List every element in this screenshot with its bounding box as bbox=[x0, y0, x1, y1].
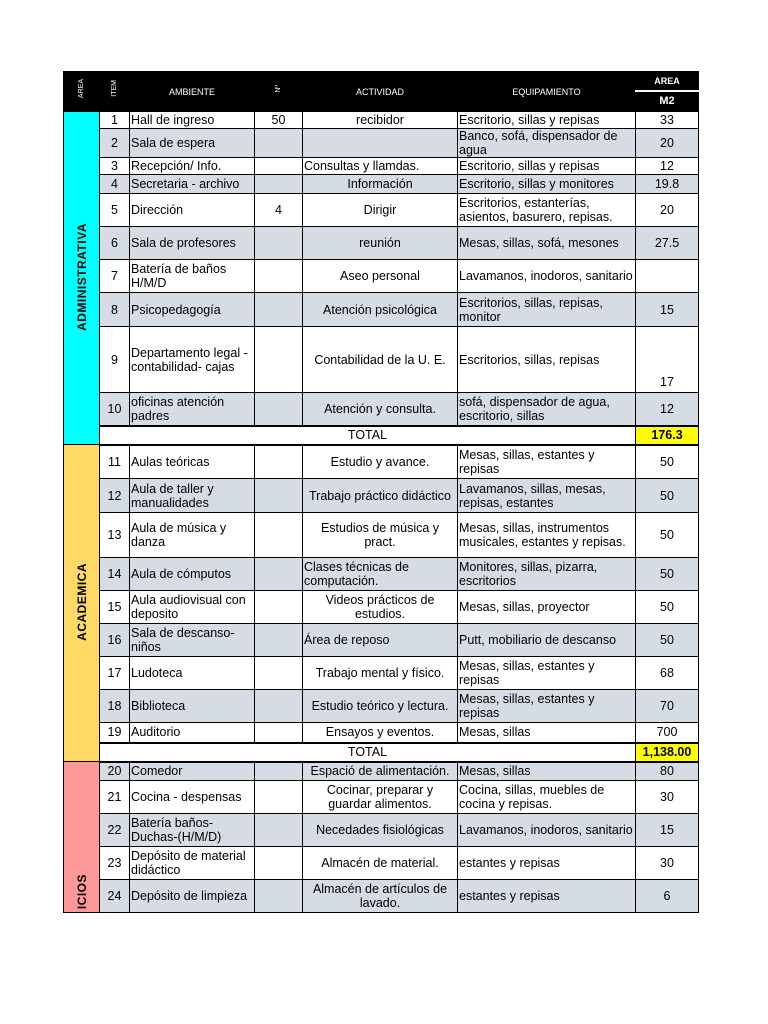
total-value: 1,138.00 bbox=[636, 743, 699, 762]
numero-cell bbox=[255, 293, 303, 327]
ambiente-cell: Aula de taller y manualidades bbox=[130, 479, 255, 513]
ambiente-cell: Sala de descanso-niños bbox=[130, 624, 255, 657]
area-label-text: ACADEMICA bbox=[74, 562, 89, 641]
item-number: 4 bbox=[100, 175, 130, 194]
equipamiento-cell: Escritorios, sillas, repisas, monitor bbox=[458, 293, 636, 327]
ambiente-cell: Aula audiovisual con deposito bbox=[130, 591, 255, 624]
equipamiento-cell: sofá, dispensador de agua, escritorio, sillas bbox=[458, 393, 636, 426]
item-number: 7 bbox=[100, 260, 130, 293]
table-row bbox=[64, 393, 699, 426]
equipamiento-cell: Cocina, sillas, muebles de cocina y repisas. bbox=[458, 781, 636, 814]
equipamiento-cell: Mesas, sillas, estantes y repisas bbox=[458, 657, 636, 690]
equipamiento-cell: Mesas, sillas bbox=[458, 762, 636, 781]
area-m2-cell: 50 bbox=[636, 624, 699, 657]
header-row bbox=[64, 72, 699, 91]
item-number: 3 bbox=[100, 158, 130, 175]
table-row bbox=[64, 175, 699, 194]
item-number: 5 bbox=[100, 194, 130, 227]
area-m2-cell: 15 bbox=[636, 293, 699, 327]
actividad-cell: Área de reposo bbox=[303, 624, 458, 657]
ambiente-cell: Hall de ingreso bbox=[130, 112, 255, 129]
ambiente-cell: Dirección bbox=[130, 194, 255, 227]
numero-cell bbox=[255, 624, 303, 657]
equipamiento-cell: Lavamanos, inodoros, sanitario bbox=[458, 814, 636, 847]
header-equipamiento: EQUIPAMIENTO bbox=[458, 72, 636, 112]
table-row bbox=[64, 723, 699, 743]
ambiente-cell: Departamento legal - contabilidad- cajas bbox=[130, 327, 255, 393]
area-m2-cell: 50 bbox=[636, 513, 699, 558]
table-row bbox=[64, 513, 699, 558]
item-number: 17 bbox=[100, 657, 130, 690]
actividad-cell: Información bbox=[303, 175, 458, 194]
ambiente-cell: Psicopedagogía bbox=[130, 293, 255, 327]
equipamiento-cell: Lavamanos, sillas, mesas, repisas, estantes bbox=[458, 479, 636, 513]
actividad-cell: Trabajo mental y físico. bbox=[303, 657, 458, 690]
numero-cell bbox=[255, 723, 303, 743]
item-number: 13 bbox=[100, 513, 130, 558]
item-number: 24 bbox=[100, 880, 130, 913]
header-item: ITEM bbox=[100, 72, 130, 112]
item-number: 19 bbox=[100, 723, 130, 743]
actividad-cell: Clases técnicas de computación. bbox=[303, 558, 458, 591]
header-actividad: ACTIVIDAD bbox=[303, 72, 458, 112]
programa-table bbox=[63, 71, 699, 913]
numero-cell bbox=[255, 814, 303, 847]
ambiente-cell: Recepción/ Info. bbox=[130, 158, 255, 175]
table-row bbox=[64, 762, 699, 781]
actividad-cell: Aseo personal bbox=[303, 260, 458, 293]
area-m2-cell: 50 bbox=[636, 558, 699, 591]
area-m2-cell: 80 bbox=[636, 762, 699, 781]
ambiente-cell: Sala de profesores bbox=[130, 227, 255, 260]
actividad-cell: Ensayos y eventos. bbox=[303, 723, 458, 743]
table-row bbox=[64, 847, 699, 880]
equipamiento-cell: estantes y repisas bbox=[458, 880, 636, 913]
actividad-cell: Almacén de artículos de lavado. bbox=[303, 880, 458, 913]
area-m2-cell: 19.8 bbox=[636, 175, 699, 194]
actividad-cell: Contabilidad de la U. E. bbox=[303, 327, 458, 393]
actividad-cell: Estudio teórico y lectura. bbox=[303, 690, 458, 723]
item-number: 8 bbox=[100, 293, 130, 327]
item-number: 20 bbox=[100, 762, 130, 781]
item-number: 1 bbox=[100, 112, 130, 129]
ambiente-cell: Auditorio bbox=[130, 723, 255, 743]
item-number: 10 bbox=[100, 393, 130, 426]
ambiente-cell: oficinas atención padres bbox=[130, 393, 255, 426]
actividad-cell: Estudios de música y pract. bbox=[303, 513, 458, 558]
numero-cell bbox=[255, 158, 303, 175]
actividad-cell: recibidor bbox=[303, 112, 458, 129]
ambiente-cell: Biblioteca bbox=[130, 690, 255, 723]
total-label: TOTAL bbox=[100, 743, 636, 762]
area-m2-cell: 700 bbox=[636, 723, 699, 743]
actividad-cell: Videos prácticos de estudios. bbox=[303, 591, 458, 624]
area-m2-cell: 33 bbox=[636, 112, 699, 129]
table-row bbox=[64, 293, 699, 327]
area-m2-cell: 15 bbox=[636, 814, 699, 847]
equipamiento-cell: Monitores, sillas, pizarra, escritorios bbox=[458, 558, 636, 591]
table-row bbox=[64, 227, 699, 260]
numero-cell bbox=[255, 479, 303, 513]
table-row bbox=[64, 814, 699, 847]
ambiente-cell: Comedor bbox=[130, 762, 255, 781]
equipamiento-cell: Mesas, sillas bbox=[458, 723, 636, 743]
area-label-academica bbox=[64, 445, 100, 762]
area-label-icios bbox=[64, 762, 100, 913]
total-label: TOTAL bbox=[100, 426, 636, 445]
numero-cell bbox=[255, 227, 303, 260]
ambiente-cell: Depósito de material didáctico bbox=[130, 847, 255, 880]
ambiente-cell: Sala de espera bbox=[130, 129, 255, 158]
ambiente-cell: Ludoteca bbox=[130, 657, 255, 690]
actividad-cell: Dirigir bbox=[303, 194, 458, 227]
area-label-administrativa bbox=[64, 112, 100, 445]
equipamiento-cell: Escritorio, sillas y monitores bbox=[458, 175, 636, 194]
area-label-text: ADMINISTRATIVA bbox=[74, 222, 89, 331]
item-number: 15 bbox=[100, 591, 130, 624]
item-number: 2 bbox=[100, 129, 130, 158]
item-number: 11 bbox=[100, 445, 130, 479]
actividad-cell: Atención y consulta. bbox=[303, 393, 458, 426]
numero-cell bbox=[255, 880, 303, 913]
header-area-m2-top: AREA bbox=[636, 72, 699, 91]
table-row bbox=[64, 479, 699, 513]
total-row bbox=[64, 743, 699, 762]
item-number: 9 bbox=[100, 327, 130, 393]
numero-cell bbox=[255, 129, 303, 158]
area-m2-cell: 50 bbox=[636, 479, 699, 513]
header-area: AREA bbox=[64, 72, 100, 112]
table-row bbox=[64, 158, 699, 175]
ambiente-cell: Aula de cómputos bbox=[130, 558, 255, 591]
actividad-cell: Atención psicológica bbox=[303, 293, 458, 327]
area-m2-cell bbox=[636, 260, 699, 293]
area-m2-cell: 17 bbox=[636, 327, 699, 393]
numero-cell: 50 bbox=[255, 112, 303, 129]
numero-cell: 4 bbox=[255, 194, 303, 227]
header-ambiente: AMBIENTE bbox=[130, 72, 255, 112]
numero-cell bbox=[255, 762, 303, 781]
area-m2-cell: 30 bbox=[636, 847, 699, 880]
numero-cell bbox=[255, 445, 303, 479]
area-m2-cell: 6 bbox=[636, 880, 699, 913]
area-m2-cell: 68 bbox=[636, 657, 699, 690]
numero-cell bbox=[255, 690, 303, 723]
actividad-cell: Almacén de material. bbox=[303, 847, 458, 880]
total-row bbox=[64, 426, 699, 445]
ambiente-cell: Batería de baños H/M/D bbox=[130, 260, 255, 293]
area-m2-cell: 70 bbox=[636, 690, 699, 723]
ambiente-cell: Aula de música y danza bbox=[130, 513, 255, 558]
actividad-cell: Estudio y avance. bbox=[303, 445, 458, 479]
equipamiento-cell: Mesas, sillas, estantes y repisas bbox=[458, 690, 636, 723]
actividad-cell: reunión bbox=[303, 227, 458, 260]
area-label-text: ICIOS bbox=[74, 873, 89, 909]
ambiente-cell: Secretaria - archivo bbox=[130, 175, 255, 194]
area-m2-cell: 12 bbox=[636, 158, 699, 175]
header-area-m2-bottom: M2 bbox=[636, 91, 699, 112]
equipamiento-cell: Putt, mobiliario de descanso bbox=[458, 624, 636, 657]
equipamiento-cell: Mesas, sillas, proyector bbox=[458, 591, 636, 624]
equipamiento-cell: Escritorio, sillas y repisas bbox=[458, 158, 636, 175]
equipamiento-cell: Mesas, sillas, estantes y repisas bbox=[458, 445, 636, 479]
item-number: 18 bbox=[100, 690, 130, 723]
item-number: 6 bbox=[100, 227, 130, 260]
ambiente-cell: Batería baños-Duchas-(H/M/D) bbox=[130, 814, 255, 847]
numero-cell bbox=[255, 781, 303, 814]
table-row bbox=[64, 624, 699, 657]
area-m2-cell: 12 bbox=[636, 393, 699, 426]
actividad-cell: Espació de alimentación. bbox=[303, 762, 458, 781]
table-row bbox=[64, 445, 699, 479]
total-value: 176.3 bbox=[636, 426, 699, 445]
table-row bbox=[64, 112, 699, 129]
numero-cell bbox=[255, 847, 303, 880]
table-row bbox=[64, 880, 699, 913]
header-numero: Nº bbox=[255, 72, 303, 112]
equipamiento-cell: estantes y repisas bbox=[458, 847, 636, 880]
numero-cell bbox=[255, 591, 303, 624]
actividad-cell: Cocinar, preparar y guardar alimentos. bbox=[303, 781, 458, 814]
table-row bbox=[64, 260, 699, 293]
ambiente-cell: Cocina - despensas bbox=[130, 781, 255, 814]
numero-cell bbox=[255, 558, 303, 591]
item-number: 14 bbox=[100, 558, 130, 591]
area-m2-cell: 27.5 bbox=[636, 227, 699, 260]
table-row bbox=[64, 690, 699, 723]
equipamiento-cell: Escritorio, sillas y repisas bbox=[458, 112, 636, 129]
item-number: 22 bbox=[100, 814, 130, 847]
item-number: 16 bbox=[100, 624, 130, 657]
table-row bbox=[64, 327, 699, 393]
numero-cell bbox=[255, 657, 303, 690]
equipamiento-cell: Escritorios, estanterías, asientos, basurero, repisas. bbox=[458, 194, 636, 227]
area-m2-cell: 20 bbox=[636, 129, 699, 158]
table-row bbox=[64, 591, 699, 624]
ambiente-cell: Depósito de limpieza bbox=[130, 880, 255, 913]
item-number: 21 bbox=[100, 781, 130, 814]
actividad-cell: Consultas y llamdas. bbox=[303, 158, 458, 175]
area-m2-cell: 50 bbox=[636, 591, 699, 624]
numero-cell bbox=[255, 393, 303, 426]
numero-cell bbox=[255, 175, 303, 194]
item-number: 23 bbox=[100, 847, 130, 880]
actividad-cell: Necedades fisiológicas bbox=[303, 814, 458, 847]
numero-cell bbox=[255, 513, 303, 558]
equipamiento-cell: Escritorios, sillas, repisas bbox=[458, 327, 636, 393]
table-row bbox=[64, 781, 699, 814]
equipamiento-cell: Mesas, sillas, instrumentos musicales, estantes y repisas. bbox=[458, 513, 636, 558]
table-body bbox=[64, 112, 699, 913]
actividad-cell: Trabajo práctico didáctico bbox=[303, 479, 458, 513]
area-m2-cell: 50 bbox=[636, 445, 699, 479]
area-m2-cell: 20 bbox=[636, 194, 699, 227]
table-row bbox=[64, 129, 699, 158]
table-row bbox=[64, 558, 699, 591]
numero-cell bbox=[255, 260, 303, 293]
equipamiento-cell: Lavamanos, inodoros, sanitario bbox=[458, 260, 636, 293]
numero-cell bbox=[255, 327, 303, 393]
area-m2-cell: 30 bbox=[636, 781, 699, 814]
equipamiento-cell: Mesas, sillas, sofá, mesones bbox=[458, 227, 636, 260]
ambiente-cell: Aulas teóricas bbox=[130, 445, 255, 479]
table-row bbox=[64, 657, 699, 690]
item-number: 12 bbox=[100, 479, 130, 513]
actividad-cell bbox=[303, 129, 458, 158]
equipamiento-cell: Banco, sofá, dispensador de agua bbox=[458, 129, 636, 158]
table-row bbox=[64, 194, 699, 227]
